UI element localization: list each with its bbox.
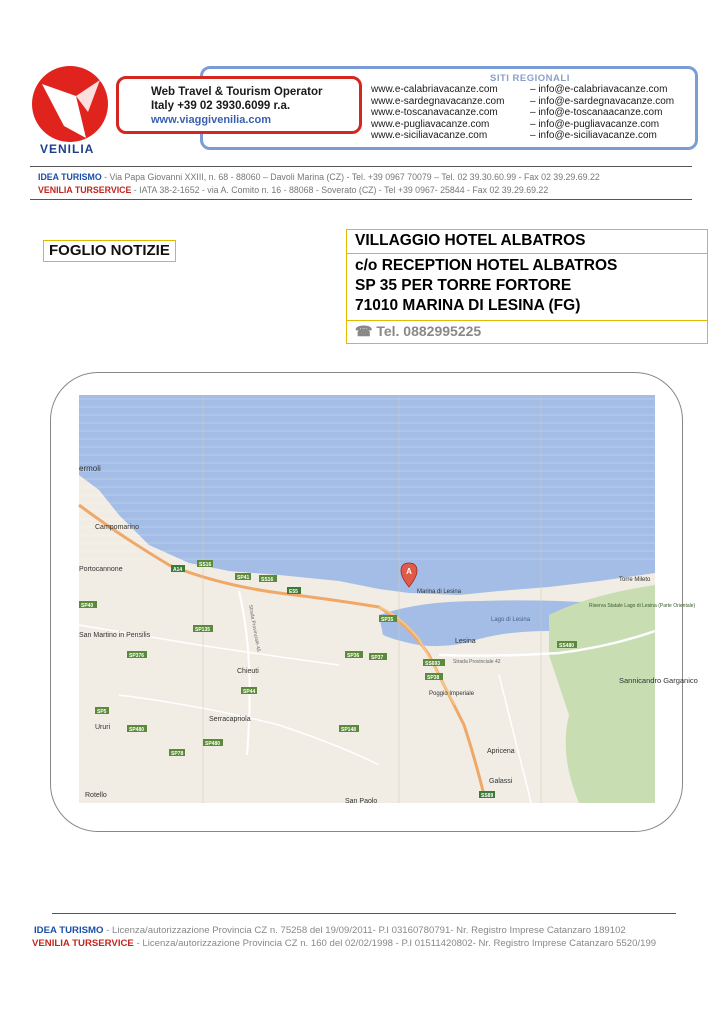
email-link[interactable]: – info@e-siciliavacanze.com (530, 130, 657, 142)
idea-turismo-label: IDEA TURISMO (34, 925, 104, 936)
logo-text: VENILIA (40, 142, 95, 156)
svg-text:SS480: SS480 (559, 643, 575, 649)
hotel-name: VILLAGGIO HOTEL ALBATROS (346, 229, 708, 253)
place-label: Chieuti (237, 668, 259, 675)
idea-turismo-address (38, 172, 600, 182)
venilia-license (32, 938, 656, 949)
place-label: ermoli (79, 464, 101, 473)
place-label: Poggio Imperiale (429, 691, 475, 697)
svg-text:SS16: SS16 (199, 562, 212, 568)
place-label: Marina di Lesina (417, 589, 462, 595)
place-label: Rotello (85, 792, 107, 799)
svg-text:SS693: SS693 (425, 661, 441, 667)
svg-text:SP38: SP38 (427, 675, 440, 681)
divider (30, 199, 692, 200)
place-label: Galassi (489, 778, 513, 785)
location-map[interactable] (79, 395, 698, 805)
address-line: SP 35 PER TORRE FORTORE (355, 277, 572, 294)
road-name-label: Strada Provinciale 42 (453, 659, 501, 665)
operator-title: Web Travel & Tourism Operator (151, 86, 323, 98)
email-link[interactable]: – info@e-pugliavacanze.com (530, 118, 660, 130)
venilia-details: - IATA 38-2-1652 - via A. Comito n. 16 - 88068 - Soverato (CZ) - Tel +39 0967- 25844 - Fax 02 39.29.69.22 (131, 185, 549, 195)
place-label: Riserva Statale Lago di Lesina (Parte Orientale) (589, 603, 696, 609)
svg-text:SP78: SP78 (171, 751, 184, 757)
hotel-info-box (346, 229, 708, 344)
svg-text:SP148: SP148 (341, 727, 357, 733)
venilia-label: VENILIA TURSERVICE (32, 938, 134, 949)
operator-box (116, 76, 362, 134)
venilia-label: VENILIA TURSERVICE (38, 185, 132, 195)
svg-text:E55: E55 (289, 589, 298, 595)
svg-text:SP135: SP135 (195, 627, 211, 633)
svg-text:SP40: SP40 (81, 603, 94, 609)
svg-text:SP36: SP36 (347, 653, 360, 659)
svg-text:SS16: SS16 (261, 577, 274, 583)
phone-number: Tel. 0882995225 (376, 323, 482, 339)
hotel-address (346, 253, 708, 321)
regional-emails-list (530, 84, 674, 142)
svg-text:SP44: SP44 (243, 689, 256, 695)
svg-text:SP41: SP41 (237, 575, 250, 581)
address-line: c/o RECEPTION HOTEL ALBATROS (355, 257, 618, 274)
hotel-phone (346, 321, 708, 344)
divider (30, 166, 692, 167)
place-label: Torre Mileto (619, 577, 651, 583)
marker-label: A (406, 567, 412, 576)
document-title: FOGLIO NOTIZIE (43, 240, 176, 262)
idea-turismo-label: IDEA TURISMO (38, 172, 102, 182)
svg-text:SP376: SP376 (129, 653, 145, 659)
venilia-license-text: - Licenza/autorizzazione Provincia CZ n. 160 del 02/02/1998 - P.I 01511420802- Nr. Registro Imprese Catanzaro 5520/199 (133, 938, 657, 949)
email-link[interactable]: – info@e-calabriavacanze.com (530, 84, 668, 95)
place-label: Ururi (95, 724, 111, 731)
idea-turismo-license-text: - Licenza/autorizzazione Provincia CZ n. 75258 del 19/09/2011- P.I 03160780791- Nr. Registro Imprese Catanzaro 189102 (103, 925, 626, 936)
sea-texture (79, 399, 655, 559)
operator-phone: Italy +39 02 3930.6099 r.a. (151, 100, 291, 112)
idea-turismo-details: - Via Papa Giovanni XXIII, n. 68 - 88060 – Davoli Marina (CZ) - Tel. +39 0967 70079 – Tel. 02 39.30.60.99 - Fax 02 39.29.69.22 (101, 172, 600, 182)
place-label: Serracapriola (209, 716, 251, 723)
place-label: Lago di Lesina (491, 617, 531, 623)
road-name-label: Strada Provinciale 45 (247, 604, 262, 653)
site-link[interactable]: www.e-sardegnavacanze.com (371, 95, 505, 107)
regional-sites-title: SITI REGIONALI (490, 73, 570, 84)
address-line: 71010 MARINA DI LESINA (FG) (355, 297, 581, 314)
email-link[interactable]: – info@e-toscanaacanze.com (530, 107, 663, 119)
place-label: Sannicandro Garganico (619, 676, 698, 685)
place-label: Campomarino (95, 524, 139, 531)
svg-text:SS89: SS89 (481, 793, 494, 799)
site-link[interactable]: www.e-siciliavacanze.com (371, 130, 488, 142)
operator-website-link[interactable]: www.viaggivenilia.com (151, 114, 272, 126)
svg-text:SP5: SP5 (97, 709, 107, 715)
place-label: Apricena (487, 748, 515, 755)
place-label: San Martino in Pensilis (79, 632, 151, 639)
place-label: San Paolo (345, 798, 378, 805)
svg-text:A14: A14 (173, 567, 183, 573)
phone-icon: ☎ (355, 323, 373, 339)
svg-text:SP480: SP480 (129, 727, 145, 733)
place-label: Lesina (455, 638, 476, 645)
svg-text:SP480: SP480 (205, 741, 221, 747)
svg-text:SP35: SP35 (381, 617, 394, 623)
divider (52, 913, 676, 914)
site-link[interactable]: www.e-calabriavacanze.com (371, 84, 498, 95)
idea-turismo-license (34, 925, 626, 936)
email-link[interactable]: – info@e-sardegnavacanze.com (530, 95, 675, 107)
site-link[interactable]: www.e-pugliavacanze.com (371, 118, 490, 130)
site-link[interactable]: www.e-toscanavacanze.com (371, 107, 498, 119)
place-label: Portocannone (79, 566, 123, 573)
svg-text:SP37: SP37 (371, 655, 384, 661)
venilia-address (38, 185, 548, 195)
regional-sites-list (371, 84, 504, 142)
